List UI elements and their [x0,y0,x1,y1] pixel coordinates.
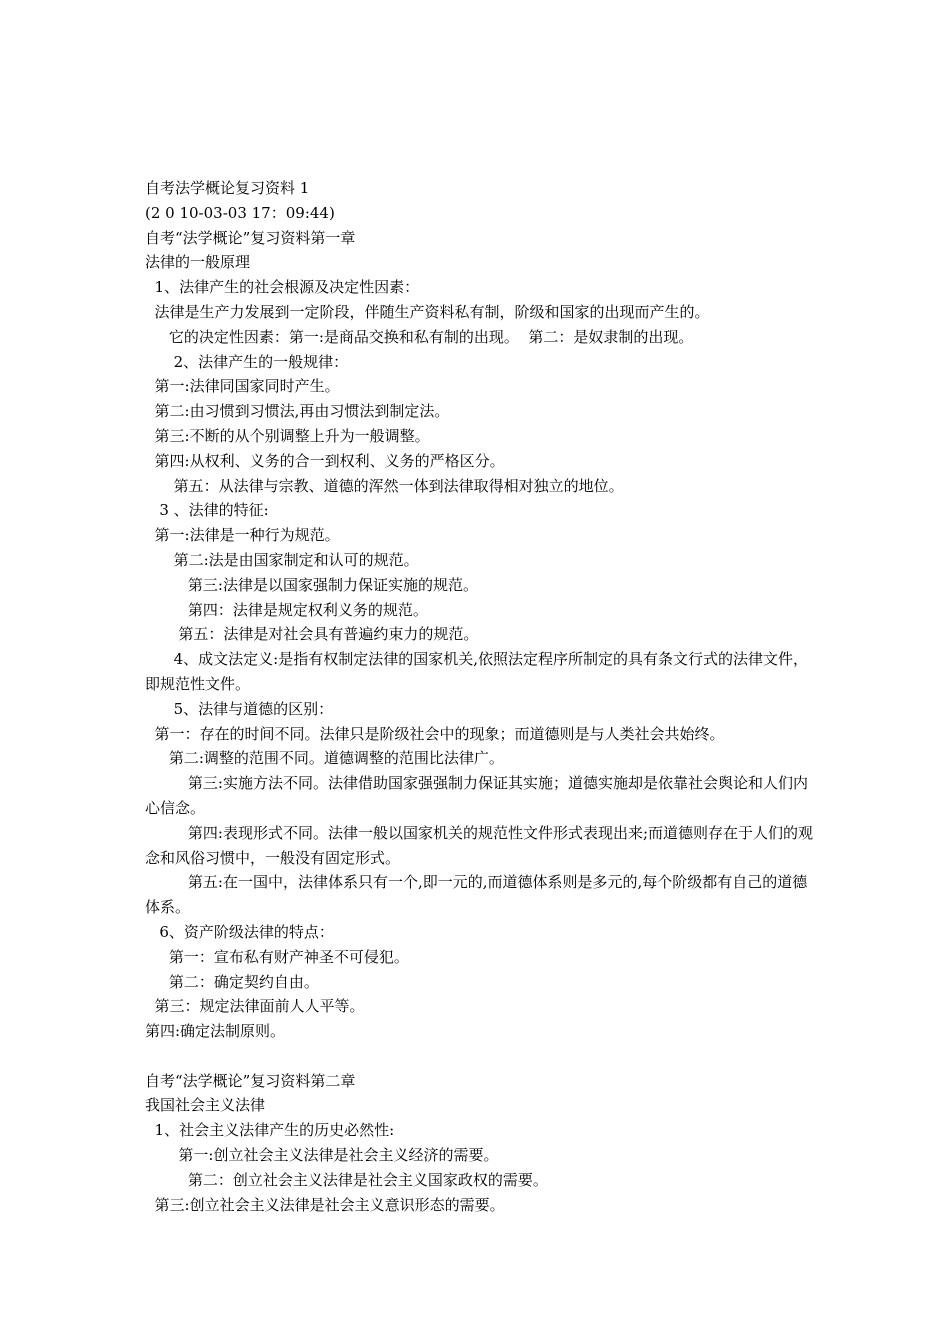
chapter-2-heading: 自考“法学概论”复习资料第二章 [145,1071,356,1090]
document-body [145,176,815,1217]
text-line: 第二:由习惯到习惯法,再由习惯法到制定法。 [145,402,450,421]
text-line-wrapped: 第四:表现形式不同。法律一般以国家机关的规范性文件形式表现出来;而道德则存在于人们的观念和风俗习惯中，一般没有固定形式。 [145,823,814,867]
chapter-1-heading: 自考“法学概论”复习资料第一章 [145,228,356,247]
doc-timestamp: (2 0 10-03-03 17：09:44) [145,203,335,222]
text-line: 它的决定性因素：第一:是商品交换和私有制的出现。 第二：是奴隶制的出现。 [145,327,694,346]
text-line: 第二:法是由国家制定和认可的规范。 [145,550,419,569]
text-line: 第二:调整的范围不同。道德调整的范围比法律广。 [145,749,504,768]
text-line: 第一:法律同国家同时产生。 [145,377,340,396]
text-line: 第五：法律是对社会具有普遍约束力的规范。 [145,625,479,644]
text-line: 第四:确定法制原则。 [145,1022,286,1041]
chapter-1-subtitle: 法律的一般原理 [145,253,251,272]
text-line: 第一:创立社会主义法律是社会主义经济的需要。 [145,1146,499,1165]
text-line: 第四:从权利、义务的合一到权利、义务的严格区分。 [145,451,505,470]
section-heading: 1、法律产生的社会根源及决定性因素： [145,278,420,297]
text-line: 法律是生产力发展到一定阶段，伴随生产资料私有制，阶级和国家的出现而产生的。 [145,302,710,321]
text-line: 第四：法律是规定权利义务的规范。 [145,600,428,619]
section-heading: 3 、法律的特征: [145,501,269,520]
section-heading: 6、资产阶级法律的特点： [145,922,334,941]
chapter-2-subtitle: 我国社会主义法律 [145,1096,266,1115]
text-line: 第三:不断的从个别调整上升为一般调整。 [145,426,430,445]
blank-line [145,1044,815,1069]
text-line: 第一：存在的时间不同。法律只是阶级社会中的现象；而道德则是与人类社会共始终。 [145,724,725,743]
text-line: 第二：确定契约自由。 [145,972,319,991]
section-heading: 5、法律与道德的区别： [145,699,334,718]
text-line-wrapped: 第三:实施方法不同。法律借助国家强强制力保证其实施；道德实施却是依靠社会舆论和人们内心信念。 [145,774,808,817]
section-heading: 1、社会主义法律产生的历史必然性: [145,1121,395,1140]
section-heading: 2、法律产生的一般规律： [145,352,349,371]
text-line: 第一：宣布私有财产神圣不可侵犯。 [145,947,409,966]
text-line-wrapped: 第五:在一国中，法律体系只有一个,即一元的,而道德体系则是多元的,每个阶级都有自己的道德体系。 [145,873,808,917]
text-line: 第三：规定法律面前人人平等。 [145,997,365,1016]
section-heading-wrapped: 4、成文法定义:是指有权制定法律的国家机关,依照法定程序所制定的具有条文行式的法律文件，即规范性文件。 [145,650,808,693]
text-line: 第二：创立社会主义法律是社会主义国家政权的需要。 [145,1170,548,1189]
text-line: 第五：从法律与宗教、道德的浑然一体到法律取得相对独立的地位。 [145,476,624,495]
doc-title: 自考法学概论复习资料 1 [145,179,310,197]
text-line: 第一:法律是一种行为规范。 [145,526,340,545]
text-line: 第三:法律是以国家强制力保证实施的规范。 [145,575,478,594]
text-line: 第三:创立社会主义法律是社会主义意识形态的需要。 [145,1195,505,1214]
